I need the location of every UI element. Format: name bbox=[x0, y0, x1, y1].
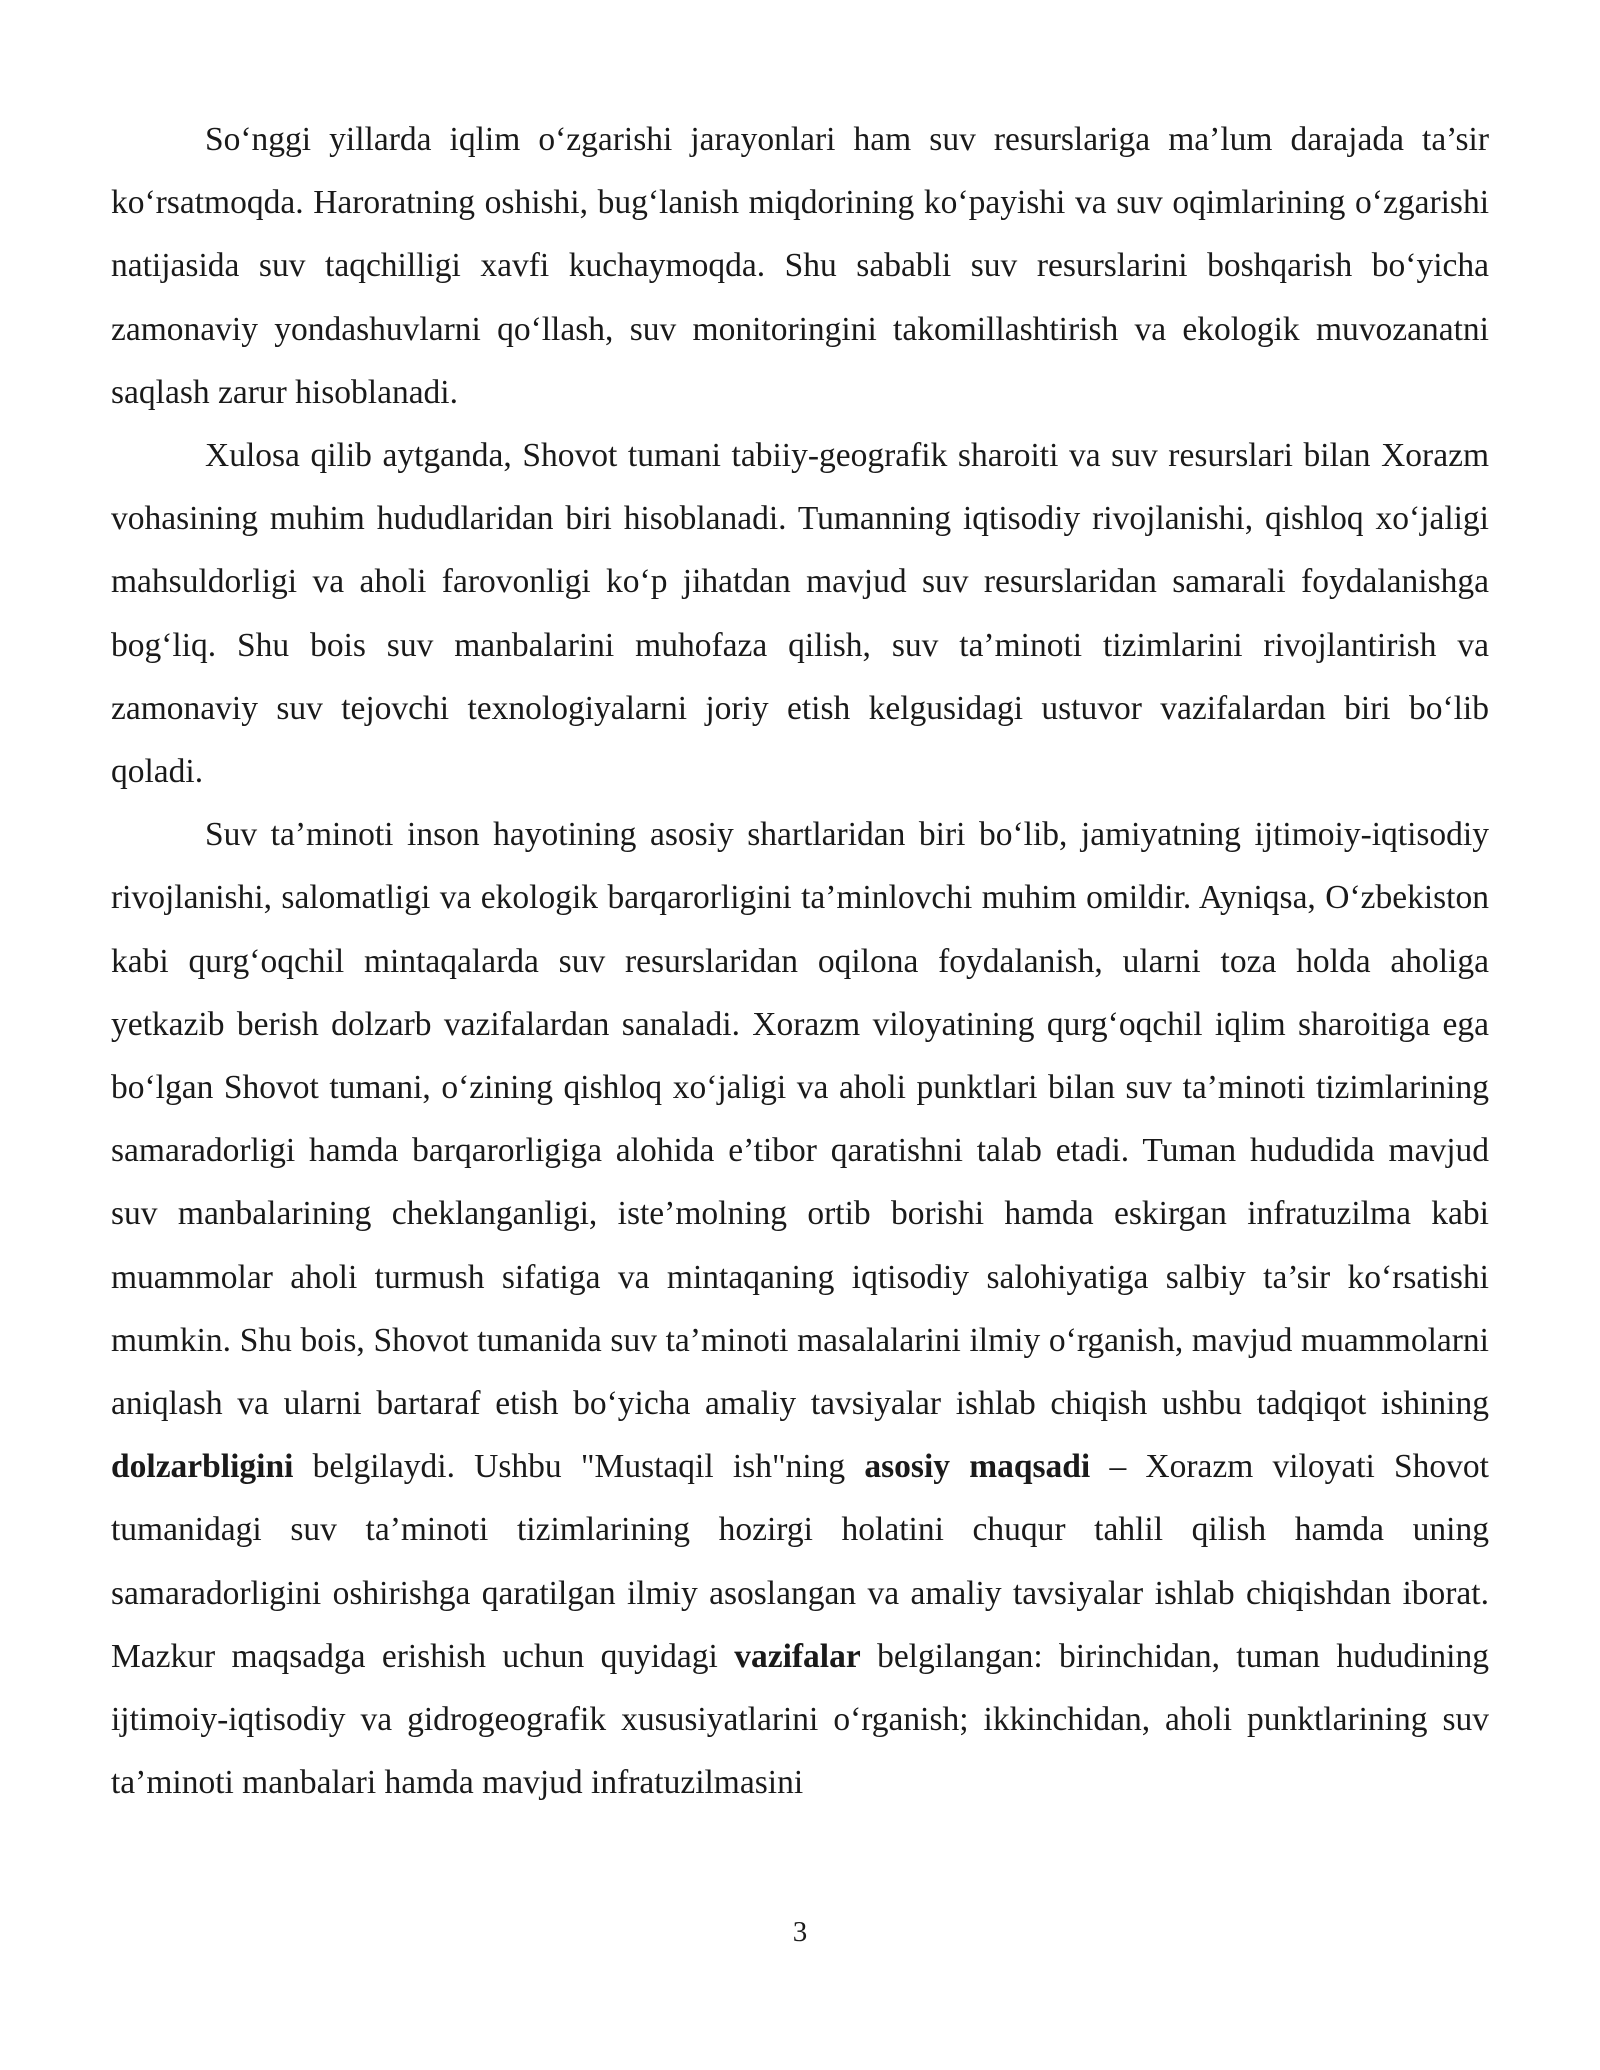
bold-term-tasks: vazifalar bbox=[734, 1637, 861, 1675]
page-body bbox=[111, 108, 1489, 1814]
paragraph-text-segment: – Xorazm viloyati Shovot tumanidagi suv ta’minoti tizimlarining hozirgi holatini chuqur tahlil qilish hamda uning samaradorligini oshirishga qaratilgan ilmiy asoslangan va amaliy tavsiyalar ishlab chiqishdan iborat. Mazkur maqsadga erishish uchun quyidagi bbox=[111, 1448, 1489, 1675]
bold-term-main-goal: asosiy maqsadi bbox=[864, 1448, 1091, 1486]
paragraph-text-segment: belgilangan: birinchidan, tuman hududining ijtimoiy-iqtisodiy va gidrogeografik xususiyatlarini o‘rganish; ikkinchidan, aholi punktlarining suv ta’minoti manbalari hamda mavjud infratuzilmasini bbox=[111, 1637, 1489, 1802]
bold-term-relevance: dolzarbligini bbox=[111, 1448, 294, 1486]
paragraph-text-segment: Suv ta’minoti inson hayotining asosiy shartlaridan biri bo‘lib, jamiyatning ijtimoiy-iqtisodiy rivojlanishi, salomatligi va ekologik barqarorligini ta’minlovchi muhim omildir. Ayniqsa, O‘zbekiston kabi qurg‘oqchil mintaqalarda suv resurslaridan oqilona foydalanish, ularni toza holda aholiga yetkazib berish dolzarb vazifalardan sanaladi. Xorazm viloyatining qurg‘oqchil iqlim sharoitiga ega bo‘lgan Shovot tumani, o‘zining qishloq xo‘jaligi va aholi punktlari bilan suv ta’minoti tizimlarining samaradorligi hamda barqarorligiga alohida e’tibor qaratishni talab etadi. Tuman hududida mavjud suv manbalarining cheklanganligi, iste’molning ortib borishi hamda eskirgan infratuzilma kabi muammolar aholi turmush sifatiga va mintaqaning iqtisodiy salohiyatiga salbiy ta’sir ko‘rsatishi mumkin. Shu bois, Shovot tumanida suv ta’minoti masalalarini ilmiy o‘rganish, mavjud muammolarni aniqlash va ularni bartaraf etish bo‘yicha amaliy tavsiyalar ishlab chiqish ushbu tadqiqot ishining bbox=[111, 816, 1489, 1423]
paragraph-conclusion: Xulosa qilib aytganda, Shovot tumani tabiiy-geografik sharoiti va suv resurslari bilan Xorazm vohasining muhim hududlaridan biri hisoblanadi. Tumanning iqtisodiy rivojlanishi, qishloq xo‘jaligi mahsuldorligi va aholi farovonligi ko‘p jihatdan mavjud suv resurslaridan samarali foydalanishga bog‘liq. Shu bois suv manbalarini muhofaza qilish, suv ta’minoti tizimlarini rivojlantirish va zamonaviy suv tejovchi texnologiyalarni joriy etish kelgusidagi ustuvor vazifalardan biri bo‘lib qoladi. bbox=[111, 437, 1489, 791]
paragraph-climate-change: So‘nggi yillarda iqlim o‘zgarishi jarayonlari ham suv resurslariga ma’lum darajada ta’sir ko‘rsatmoqda. Haroratning oshishi, bug‘lanish miqdorining ko‘payishi va suv oqimlarining o‘zgarishi natijasida suv taqchilligi xavfi kuchaymoqda. Shu sababli suv resurslarini boshqarish bo‘yicha zamonaviy yondashuvlarni qo‘llash, suv monitoringini takomillashtirish va ekologik muvozanatni saqlash zarur hisoblanadi. bbox=[111, 121, 1489, 411]
paragraph-text-segment: belgilaydi. Ushbu "Mustaqil ish"ning bbox=[293, 1448, 865, 1486]
page-number: 3 bbox=[792, 1916, 808, 1948]
paragraph-water-supply bbox=[111, 803, 1489, 1814]
